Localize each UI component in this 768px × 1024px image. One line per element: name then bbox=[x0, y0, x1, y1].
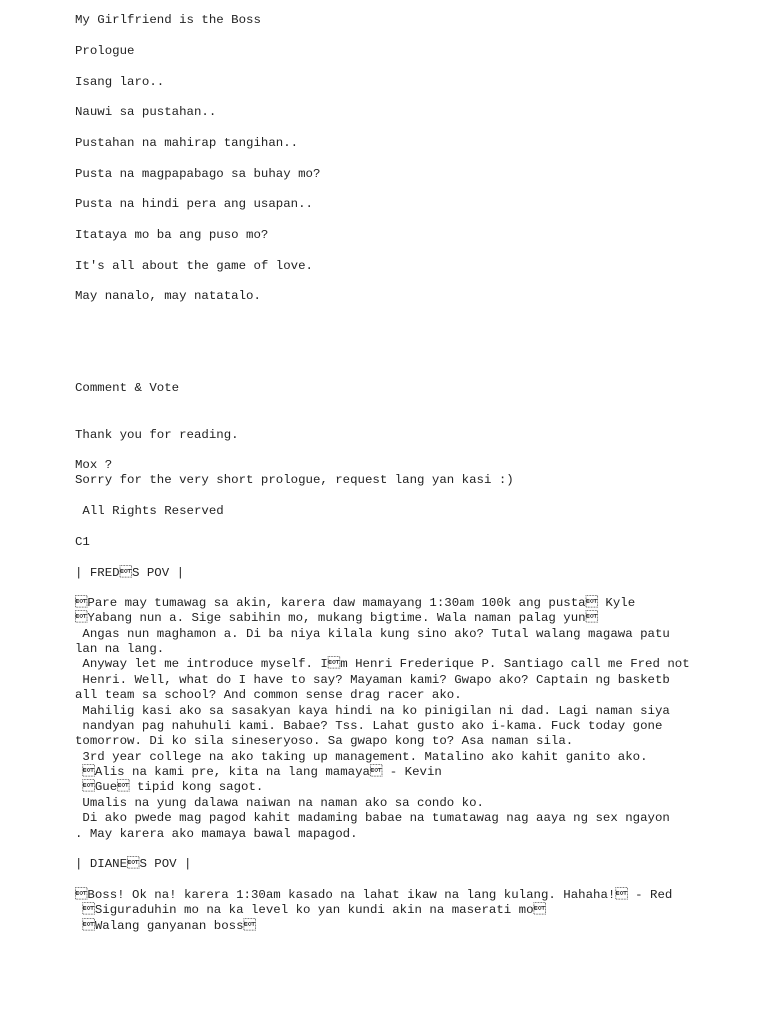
prologue-line: Pustahan na mahirap tangihan.. bbox=[75, 136, 299, 150]
fred-text-line: Alis na kami pre, kita na lang mamaya - Kevin bbox=[75, 765, 442, 779]
fred-text-line: Angas nun maghamon a. Di ba niya kilala kung sino ako? Tutal walang magawa patu bbox=[75, 627, 670, 641]
fred-text-line: Yabang nun a. Sige sabihin mo, mukang bigtime. Wala naman palag yun bbox=[75, 611, 598, 625]
prologue-line: Nauwi sa pustahan.. bbox=[75, 105, 217, 119]
fred-text-line: Anyway let me introduce myself. Im Henri Frederique P. Santiago call me Fred not bbox=[75, 657, 690, 671]
fred-text-line: Umalis na yung dalawa naiwan na naman ako sa condo ko. bbox=[75, 796, 484, 810]
document-title: My Girlfriend is the Boss bbox=[75, 13, 261, 27]
fred-text-line: Pare may tumawag sa akin, karera daw mamayang 1:30am 100k ang pusta Kyle bbox=[75, 596, 636, 610]
fred-text-line: lan na lang. bbox=[75, 642, 165, 656]
fred-text-line: nandyan pag nahuhuli kami. Babae? Tss. Lahat gusto ako i-kama. Fuck today gone bbox=[75, 719, 663, 733]
fred-pov-heading: | FREDS POV | bbox=[75, 566, 185, 580]
diane-text-line: Siguraduhin mo na ka level ko yan kundi akin na maserati mo bbox=[75, 903, 546, 917]
chapter-heading: C1 bbox=[75, 535, 90, 549]
prologue-line: Itataya mo ba ang puso mo? bbox=[75, 228, 269, 242]
diane-text-line: Walang ganyanan boss bbox=[75, 919, 256, 933]
comment-vote-text: Comment & Vote bbox=[75, 381, 180, 395]
fred-text-line: all team sa school? And common sense drag racer ako. bbox=[75, 688, 462, 702]
author-signature: Mox ? bbox=[75, 458, 113, 472]
fred-text-line: Mahilig kasi ako sa sasakyan kaya hindi na ko pinigilan ni dad. Lagi naman siya bbox=[75, 704, 670, 718]
diane-pov-heading: | DIANES POV | bbox=[75, 857, 192, 871]
fred-text-line: . May karera ako mamaya bawal mapagod. bbox=[75, 827, 358, 841]
thanks-text: Thank you for reading. bbox=[75, 428, 239, 442]
prologue-line: It's all about the game of love. bbox=[75, 259, 313, 273]
fred-text-line: 3rd year college na ako taking up management. Matalino ako kahit ganito ako. bbox=[75, 750, 648, 764]
prologue-line: Pusta na hindi pera ang usapan.. bbox=[75, 197, 313, 211]
prologue-line: Isang laro.. bbox=[75, 75, 165, 89]
fred-text-line: Gue tipid kong sagot. bbox=[75, 780, 264, 794]
prologue-line: Pusta na magpapabago sa buhay mo? bbox=[75, 167, 321, 181]
rights-notice: All Rights Reserved bbox=[75, 504, 224, 518]
author-note: Sorry for the very short prologue, request lang yan kasi :) bbox=[75, 473, 514, 487]
fred-text-line: tomorrow. Di ko sila sineseryoso. Sa gwapo kong to? Asa naman sila. bbox=[75, 734, 574, 748]
prologue-line: May nanalo, may natatalo. bbox=[75, 289, 261, 303]
prologue-heading: Prologue bbox=[75, 44, 135, 58]
fred-text-line: Henri. Well, what do I have to say? Mayaman kami? Gwapo ako? Captain ng basketb bbox=[75, 673, 670, 687]
diane-text-line: Boss! Ok na! karera 1:30am kasado na lahat ikaw na lang kulang. Hahaha! - Red bbox=[75, 888, 673, 902]
fred-text-line: Di ako pwede mag pagod kahit madaming babae na tumatawag nag aaya ng sex ngayon bbox=[75, 811, 670, 825]
